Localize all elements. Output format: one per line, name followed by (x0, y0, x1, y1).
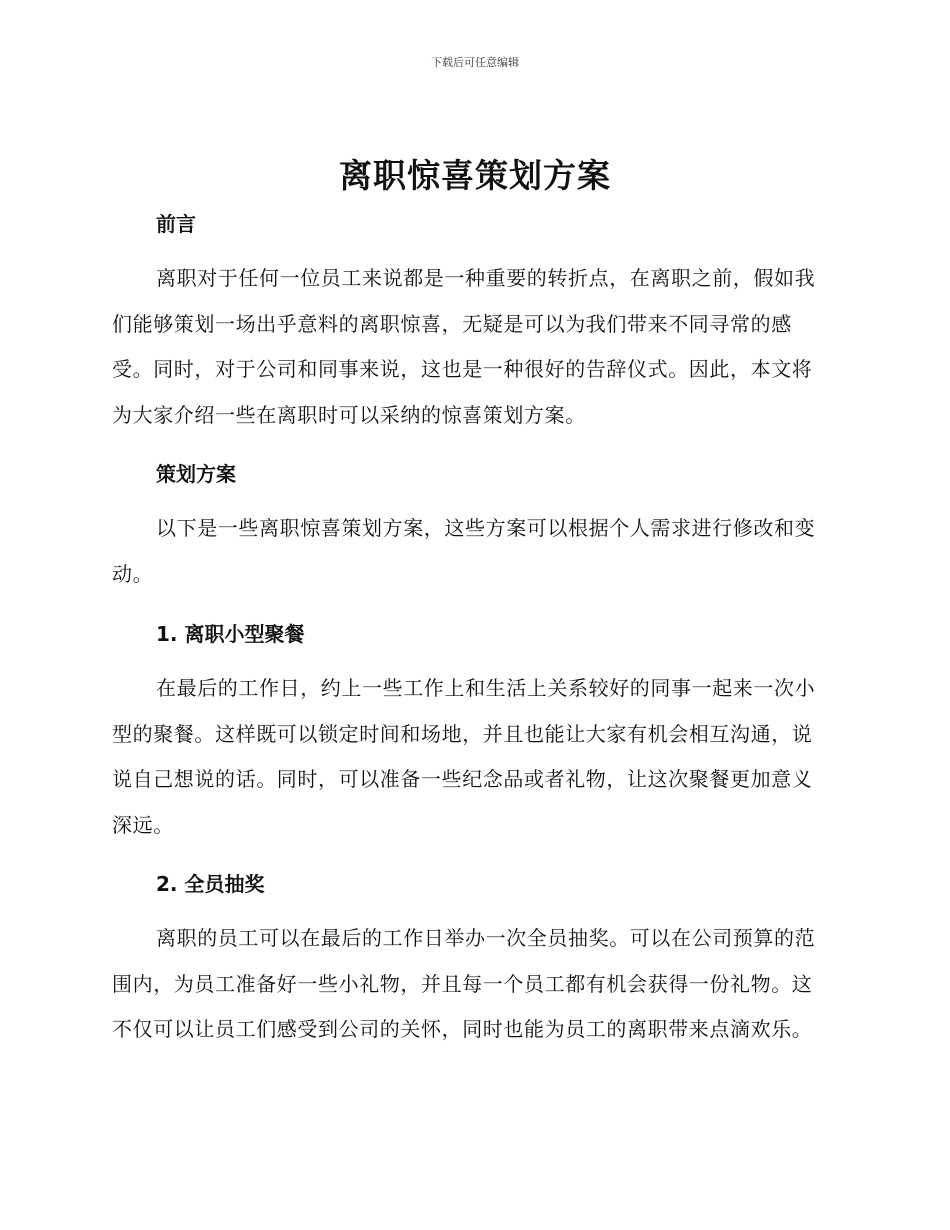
document-title: 离职惊喜策划方案 (339, 156, 611, 195)
paragraph-preface: 离职对于任何一位员工来说都是一种重要的转折点，在离职之前，假如我们能够策划一场出乎意料的离职惊喜，无疑是可以为我们带来不同寻常的感受。同时，对于公司和同事来说，这也是一种很好的告辞仪式。因此，本文将为大家介绍一些在离职时可以采纳的惊喜策划方案。 (112, 266, 816, 427)
section-heading-item1: 1. 离职小型聚餐 (156, 622, 305, 646)
section-heading-item2: 2. 全员抽奖 (156, 872, 265, 896)
page-header-note: 下载后可任意编辑 (431, 56, 519, 69)
paragraph-item2: 离职的员工可以在最后的工作日举办一次全员抽奖。可以在公司预算的范围内，为员工准备好一些小礼物，并且每一个员工都有机会获得一份礼物。这不仅可以让员工们感受到公司的关怀，同时也能为员工的离职带来点滴欢乐。 (112, 926, 816, 1041)
paragraph-item1: 在最后的工作日，约上一些工作上和生活上关系较好的同事一起来一次小型的聚餐。这样既可以锁定时间和场地，并且也能让大家有机会相互沟通，说说自己想说的话。同时，可以准备一些纪念品或者礼物，让这次聚餐更加意义深远。 (112, 676, 816, 837)
section-heading-preface: 前言 (156, 212, 196, 236)
paragraph-plan: 以下是一些离职惊喜策划方案，这些方案可以根据个人需求进行修改和变动。 (112, 516, 816, 586)
section-heading-plan: 策划方案 (156, 462, 236, 486)
